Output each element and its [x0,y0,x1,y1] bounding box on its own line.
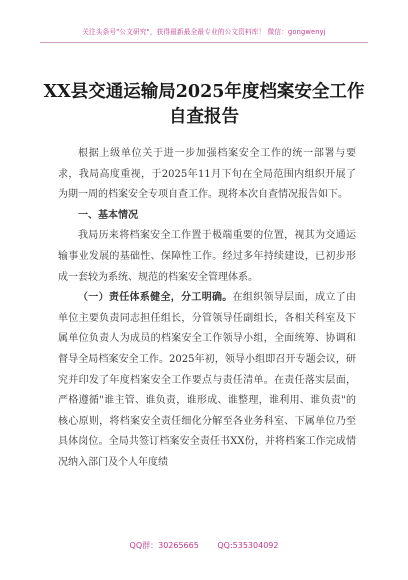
header-banner: 关注头条号"公文研究"，获得最新最全最专业的公文资料库！ 微信：gongwenyj [82,28,326,36]
title-line-1: XX县交通运输局2025年度档案安全工作 [43,82,365,102]
subsection-body: 在组织领导层面，成立了由单位主要负责同志担任组长，分管领导任副组长，各相关科室及下属单位负责人为成员的档案安全工作领导小组，全面统筹、协调和督导全局档案安全工作。2025年初，领导小组即召开专题会议，研究并印发了年度档案安全工作要点与责任清单。在责任落实层面，严格遵循"谁主管、谁负责，谁形成、谁整理，谁利用、谁负责"的核心原则，将档案安全责任细化分解至各业务科室、下属单位乃至具体岗位。全局共签订档案安全责任书XX份，并将档案工作完成情况纳入部门及个人年度绩 [58,292,357,468]
document-body [58,144,356,474]
header-divider [40,42,368,43]
subsection-paragraph [58,288,356,473]
footer-qq: QQ:535304092 [217,541,279,550]
footer-qq-group: QQ群：30265665 [129,541,199,550]
section-heading: 一、基本情况 [78,209,138,221]
subsection-lead: （一）责任体系健全，分工明确。 [78,292,233,304]
footer [0,540,408,551]
section-paragraph: 我局历来将档案安全工作置于极端重要的位置，视其为交通运输事业发展的基础性、保障性工作。经过多年持续建设，已初步形成一套较为系统、规范的档案安全管理体系。 [58,230,356,283]
intro-paragraph: 根据上级单位关于进一步加强档案安全工作的统一部署与要求，我局高度重视，于2025年11月下旬在全局范围内组织开展了为期一周的档案安全专项自查工作。现将本次自查情况报告如下。 [58,148,356,201]
document-title [40,80,368,130]
title-line-2: 自查报告 [169,107,239,127]
